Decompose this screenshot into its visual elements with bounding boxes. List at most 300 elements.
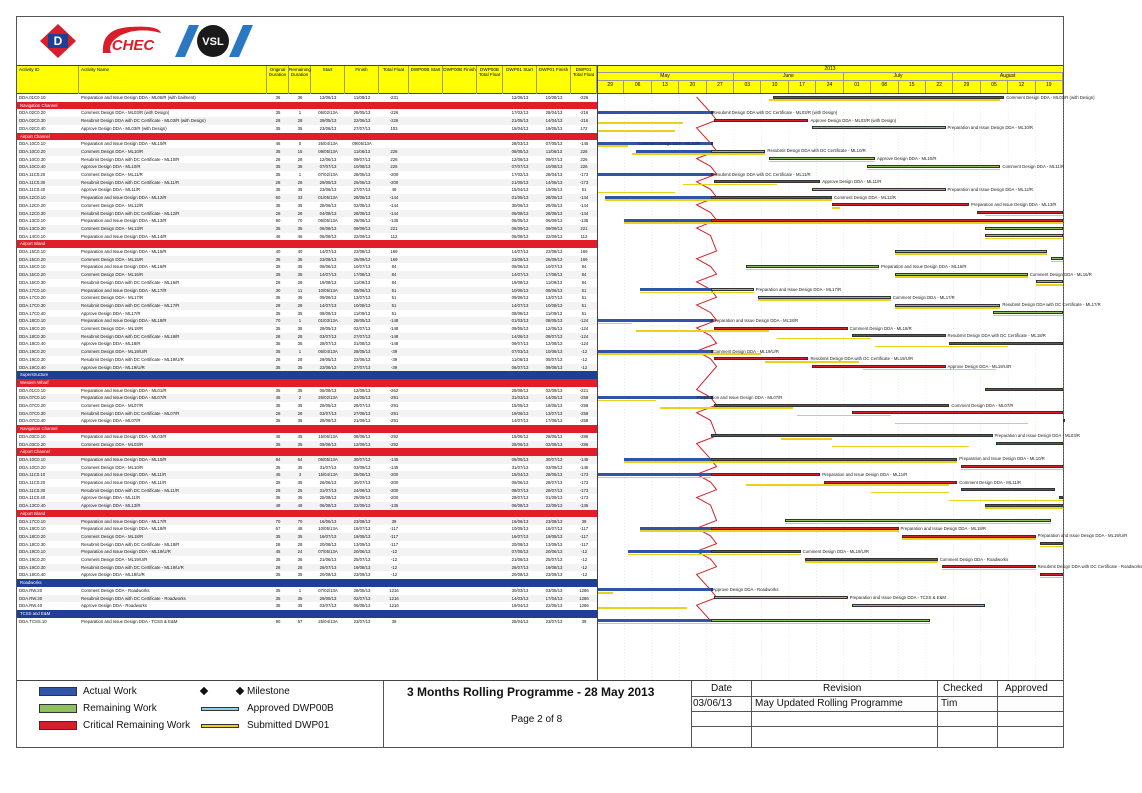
- table-row[interactable]: [17, 271, 597, 279]
- gantt-critical-bar[interactable]: [977, 211, 1063, 214]
- cell-id: DDA.16C0.10: [19, 264, 46, 270]
- gantt-critical-bar[interactable]: [852, 411, 1063, 414]
- gantt-remaining-bar[interactable]: [758, 296, 891, 299]
- cell-id: DDA.02C0.40: [19, 125, 46, 131]
- cell-s1: 10/05/13: [511, 287, 529, 293]
- cell-t0: [477, 356, 503, 364]
- cell-s1: 28/07/13: [511, 495, 529, 501]
- table-row[interactable]: [17, 140, 597, 148]
- cell-t0: [477, 117, 503, 125]
- table-row[interactable]: [17, 210, 597, 218]
- cell-rd: 57: [297, 618, 303, 624]
- cell-f0: [443, 417, 477, 425]
- gantt-actual-bar[interactable]: [597, 619, 711, 622]
- wbs-group-label: Western Wharf: [20, 379, 49, 385]
- cell-od: 45: [275, 472, 281, 478]
- cell-id: DDA.14C0.10: [19, 233, 46, 239]
- cell-f0: [443, 340, 477, 348]
- cell-od: 35: [275, 341, 281, 347]
- cell-tf: -117: [389, 526, 399, 532]
- gantt-critical-bar[interactable]: [714, 327, 847, 330]
- cell-tf: 39: [391, 518, 397, 524]
- cell-t0: [477, 456, 503, 464]
- gantt-remaining-bar[interactable]: [711, 150, 766, 153]
- cell-name: Comment Design DDA - ML11/R: [81, 172, 143, 177]
- table-row[interactable]: [17, 302, 597, 310]
- gantt-critical-bar[interactable]: [902, 535, 1035, 538]
- gantt-bar-label: Preparation and Issue Design DDA - ML13/R: [971, 202, 1057, 208]
- table-row[interactable]: [17, 502, 597, 510]
- gantt-remaining-bar[interactable]: [711, 288, 754, 291]
- cell-od: 45: [275, 549, 281, 555]
- cell-s1: 15/04/13: [511, 187, 529, 193]
- table-row[interactable]: [17, 410, 597, 418]
- gantt-critical-bar[interactable]: [852, 334, 946, 337]
- cell-od: 28: [275, 156, 281, 162]
- cell-id: DDA.15C0.10: [19, 249, 46, 254]
- cell-id: DDA.01C0.10: [19, 387, 46, 393]
- cell-s0: [409, 402, 443, 410]
- rev-revision: May Updated Rolling Programme: [755, 698, 903, 709]
- table-row[interactable]: [17, 94, 597, 102]
- gantt-remaining-bar[interactable]: [812, 126, 945, 129]
- cell-s0: [409, 117, 443, 125]
- cell-s1: 06/07/13: [511, 364, 529, 370]
- wbs-group-row: [17, 425, 597, 433]
- table-row[interactable]: [17, 417, 597, 425]
- table-row[interactable]: [17, 402, 597, 410]
- page-number: Page 2 of 8: [511, 714, 563, 725]
- cell-od: 35: [275, 110, 281, 116]
- cell-id: DDA.18C0.20: [19, 533, 46, 539]
- cell-t0: [477, 317, 503, 325]
- cell-t0: [477, 417, 503, 425]
- table-row[interactable]: [17, 317, 597, 325]
- gantt-submitted-bar: [949, 500, 1063, 502]
- gantt-remaining-bar[interactable]: [895, 273, 1028, 276]
- table-row[interactable]: [17, 387, 597, 395]
- cell-id: DDA.03C0.20: [19, 441, 46, 447]
- cell-tf: -200: [389, 472, 399, 478]
- table-row[interactable]: [17, 248, 597, 256]
- gantt-remaining-bar[interactable]: [714, 596, 847, 599]
- gantt-remaining-bar[interactable]: [1051, 257, 1063, 260]
- cell-t1: -145: [579, 464, 589, 470]
- table-row[interactable]: [17, 618, 597, 626]
- cell-tf: -200: [389, 172, 399, 177]
- cell-fi: 28/05/13: [353, 172, 371, 177]
- cell-fi: 24/05/13: [353, 395, 371, 401]
- cell-st: 26/04/13A: [318, 141, 338, 147]
- cell-t1: 39: [581, 618, 587, 624]
- gantt-actual-bar[interactable]: [597, 350, 711, 353]
- table-row[interactable]: [17, 548, 597, 556]
- cell-s1: 01/05/13: [511, 195, 529, 201]
- table-row[interactable]: [17, 194, 597, 202]
- cell-od: 35: [275, 533, 281, 539]
- cell-id: DDA.18C0.30: [19, 333, 46, 339]
- cell-id: DDA.11C0.40: [19, 495, 46, 501]
- cell-f1: 28/06/13: [545, 433, 563, 439]
- gantt-critical-bar[interactable]: [949, 342, 1063, 345]
- table-row[interactable]: [17, 494, 597, 502]
- table-row[interactable]: [17, 179, 597, 187]
- cell-st: 06/05/13A: [318, 456, 338, 462]
- cell-tf: -12: [390, 564, 398, 570]
- table-row[interactable]: [17, 256, 597, 264]
- table-row[interactable]: [17, 294, 597, 302]
- table-row[interactable]: [17, 217, 597, 225]
- cell-s0: [409, 271, 443, 279]
- gantt-critical-bar[interactable]: [711, 196, 832, 199]
- cell-fi: 19/08/13: [353, 564, 371, 570]
- cell-id: DDA.16C0.20: [19, 272, 46, 278]
- table-row[interactable]: [17, 394, 597, 402]
- gantt-remaining-bar[interactable]: [867, 165, 1000, 168]
- cell-name: Preparation and Issue Design DDA - ML10/R: [81, 456, 167, 462]
- table-row[interactable]: [17, 310, 597, 318]
- cell-name: Approve Design DDA - ML17/R: [81, 310, 141, 316]
- cell-t1: 61: [581, 187, 587, 193]
- gantt-critical-bar[interactable]: [985, 504, 1063, 507]
- gantt-critical-bar[interactable]: [711, 458, 958, 461]
- gantt-critical-bar[interactable]: [714, 180, 820, 183]
- cell-t0: [477, 433, 503, 441]
- gantt-submitted-bar: [1051, 261, 1063, 263]
- table-row[interactable]: [17, 487, 597, 495]
- cell-od: 35: [275, 495, 281, 501]
- table-row[interactable]: [17, 471, 597, 479]
- gantt-actual-bar[interactable]: [597, 473, 711, 476]
- timeline-week: 15: [899, 81, 926, 93]
- gantt-remaining-bar[interactable]: [895, 250, 1048, 253]
- timeline-month: July: [844, 73, 954, 81]
- cell-id: DDA.18C0.10: [19, 526, 46, 532]
- cell-fi: 27/07/13: [353, 364, 371, 370]
- cell-id: DDA.10C0.30: [19, 156, 46, 162]
- gantt-critical-bar[interactable]: [711, 219, 1063, 222]
- cell-st: 07/02/13A: [318, 587, 338, 593]
- table-row[interactable]: [17, 163, 597, 171]
- cell-fi: 27/07/13: [353, 187, 371, 193]
- cell-name: Comment Design DDA - ML19/U/R: [81, 349, 148, 355]
- gantt-remaining-bar[interactable]: [985, 227, 1063, 230]
- gantt-critical-bar[interactable]: [711, 550, 801, 553]
- gantt-remaining-bar[interactable]: [769, 157, 875, 160]
- gantt-remaining-bar[interactable]: [746, 265, 879, 268]
- cell-f0: [443, 287, 477, 295]
- milestone-diamond-icon-2: [236, 687, 244, 695]
- cell-t1: -144: [579, 210, 589, 216]
- gantt-remaining-bar[interactable]: [985, 234, 1063, 237]
- cell-fi: 06/08/13: [353, 603, 371, 609]
- table-row[interactable]: [17, 541, 597, 549]
- gantt-critical-bar[interactable]: [961, 465, 1063, 468]
- cell-t0: [477, 587, 503, 595]
- gantt-submitted-bar: [636, 330, 769, 332]
- table-row[interactable]: [17, 356, 597, 364]
- gantt-actual-bar[interactable]: [640, 527, 710, 530]
- cell-tf: 226: [390, 148, 398, 154]
- cell-t1: -173: [579, 472, 589, 478]
- cell-t1: -124: [579, 326, 589, 331]
- gantt-remaining-bar[interactable]: [852, 604, 985, 607]
- cell-id: DDA.07C0.30: [19, 410, 46, 416]
- gantt-critical-bar[interactable]: [1063, 419, 1065, 422]
- table-row[interactable]: [17, 441, 597, 449]
- cell-id: DDA.19C0.40: [19, 364, 46, 370]
- gantt-critical-bar[interactable]: [942, 565, 1036, 568]
- cell-rd: 1: [298, 172, 302, 177]
- gantt-bar-label: Preparation and Issue Design DDA - ML12/R: [947, 186, 1034, 192]
- cell-f0: [443, 564, 477, 572]
- cell-fi: 22/06/13: [353, 356, 371, 362]
- gantt-critical-bar[interactable]: [832, 203, 969, 206]
- table-row[interactable]: [17, 348, 597, 356]
- cell-t1: -286: [579, 433, 589, 439]
- gantt-bar-label: Preparation and Issue Design DDA - ML10/R: [959, 456, 1045, 462]
- table-row[interactable]: [17, 364, 597, 372]
- table-row[interactable]: [17, 156, 597, 164]
- gantt-remaining-bar[interactable]: [785, 519, 1051, 522]
- cell-tf: 49: [391, 187, 397, 193]
- gantt-actual-bar[interactable]: [597, 588, 711, 591]
- table-row[interactable]: [17, 263, 597, 271]
- cell-t1: -117: [579, 541, 589, 547]
- cell-tf: 112: [390, 233, 398, 239]
- table-row[interactable]: [17, 325, 597, 333]
- gantt-bar-label: Comment Design DDA - ML19/U/R: [712, 348, 779, 354]
- table-row[interactable]: [17, 433, 597, 441]
- cell-tf: -200: [389, 480, 399, 485]
- gantt-actual-bar[interactable]: [597, 173, 711, 176]
- cell-f1: 02/08/13: [545, 441, 563, 447]
- cell-s0: [409, 310, 443, 318]
- cell-rd: 35: [297, 572, 303, 578]
- cell-fi: 17/08/13: [353, 272, 371, 278]
- cell-fi: 02/07/13: [353, 595, 371, 601]
- cell-tf: -200: [389, 487, 399, 493]
- gantt-actual-bar[interactable]: [636, 150, 710, 153]
- cell-t0: [477, 263, 503, 271]
- gantt-remaining-bar[interactable]: [812, 188, 945, 191]
- cell-id: DDA.01C0.10: [19, 95, 46, 100]
- gantt-submitted-bar: [660, 407, 793, 409]
- cell-id: DDA.11C0.30: [19, 487, 46, 493]
- table-row[interactable]: [17, 479, 597, 487]
- cell-fi: 25/06/13: [353, 179, 371, 185]
- gantt-critical-bar[interactable]: [812, 365, 945, 368]
- gantt-actual-bar[interactable]: [597, 111, 711, 114]
- cell-tf: -148: [389, 318, 399, 324]
- table-row[interactable]: [17, 125, 597, 133]
- table-row[interactable]: [17, 117, 597, 125]
- gantt-critical-bar[interactable]: [711, 527, 899, 530]
- timeline-week: 05: [981, 81, 1008, 93]
- gantt-remaining-bar[interactable]: [895, 304, 1001, 307]
- cell-f1: 10/08/13: [545, 95, 563, 100]
- timeline-week: 17: [789, 81, 816, 93]
- gantt-actual-bar[interactable]: [597, 396, 711, 399]
- gantt-critical-bar[interactable]: [1059, 496, 1063, 499]
- table-row[interactable]: [17, 564, 597, 572]
- gantt-submitted-bar: [597, 623, 930, 625]
- cell-od: 35: [275, 364, 281, 370]
- gantt-bar-label: Preparation and Issue Design DDA - ML03/R: [994, 433, 1081, 439]
- cell-s1: 14/07/13: [511, 418, 529, 424]
- cell-f1: 25/07/13: [545, 557, 563, 562]
- cell-name: Preparation and Issue Design DDA - ML12/R: [81, 195, 167, 201]
- cell-st: 28/07/13: [319, 341, 337, 347]
- gantt-remaining-bar[interactable]: [711, 142, 713, 145]
- cell-f0: [443, 518, 477, 526]
- gantt-remaining-bar[interactable]: [993, 311, 1063, 314]
- cell-t0: [477, 94, 503, 102]
- cell-fi: 28/09/13: [353, 495, 371, 501]
- gantt-critical-bar[interactable]: [711, 473, 821, 476]
- cell-s1: 31/07/13: [511, 464, 529, 470]
- cell-fi: 30/07/13: [353, 456, 371, 462]
- table-row[interactable]: [17, 202, 597, 210]
- cell-od: 35: [275, 387, 281, 393]
- cell-tf: 51: [391, 287, 397, 293]
- cell-tf: 84: [391, 264, 397, 270]
- table-row[interactable]: [17, 279, 597, 287]
- cell-f1: 17/08/13: [545, 418, 563, 424]
- cell-t1: -12: [580, 557, 588, 562]
- cell-f1: 19/08/13: [545, 533, 563, 539]
- cell-tf: -117: [389, 533, 399, 539]
- gantt-submitted-bar: [597, 607, 687, 609]
- cell-t1: 84: [581, 264, 587, 270]
- table-row[interactable]: [17, 340, 597, 348]
- cell-f0: [443, 325, 477, 333]
- cell-f1: 22/09/13: [545, 503, 563, 509]
- gantt-critical-bar[interactable]: [961, 488, 1055, 491]
- table-row[interactable]: [17, 587, 597, 595]
- table-row[interactable]: [17, 556, 597, 564]
- cell-rd: 35: [297, 326, 303, 331]
- cell-f1: 23/07/13: [545, 618, 563, 624]
- cell-fi: 03/09/13: [353, 464, 371, 470]
- cell-t1: -124: [579, 318, 589, 324]
- cell-f1: 09/07/13: [545, 156, 563, 162]
- cell-fi: 28/08/13: [353, 210, 371, 216]
- cell-st: 06/08/13: [319, 387, 337, 393]
- cell-tf: [379, 140, 409, 148]
- table-row[interactable]: [17, 287, 597, 295]
- cell-tf: -12: [390, 557, 398, 562]
- cell-name: Approve Design DDA - ML07/R: [81, 418, 141, 424]
- gantt-bar-label: Resubmit Design DDA with DC Certificate - ML19/U/R: [810, 356, 914, 362]
- cell-rd: 45: [297, 433, 303, 439]
- gantt-critical-bar[interactable]: [773, 96, 1004, 99]
- table-row[interactable]: [17, 148, 597, 156]
- wbs-group-row: [17, 379, 597, 387]
- col-dwp01-start: DWP01 Start: [503, 66, 537, 94]
- cell-fi: 10/07/13: [353, 264, 371, 270]
- cell-t0: [477, 148, 503, 156]
- table-row[interactable]: [17, 109, 597, 117]
- table-row[interactable]: [17, 186, 597, 194]
- table-row[interactable]: [17, 333, 597, 341]
- cell-s1: 06/06/13: [511, 264, 529, 270]
- gantt-critical-bar[interactable]: [985, 388, 1063, 391]
- gantt-critical-bar[interactable]: [714, 119, 808, 122]
- cell-od: 90: [275, 218, 281, 224]
- cell-s0: [409, 518, 443, 526]
- cell-st: 06/06/13: [319, 264, 337, 270]
- gantt-bar-label: Preparation and Issue Design DDA - TCSS & E&M: [849, 595, 947, 600]
- table-row[interactable]: [17, 571, 597, 579]
- table-row[interactable]: [17, 233, 597, 241]
- cell-t0: [477, 287, 503, 295]
- cell-s0: [409, 325, 443, 333]
- gantt-critical-bar[interactable]: [1040, 542, 1063, 545]
- cell-st: 23/06/13: [319, 125, 337, 131]
- table-row[interactable]: [17, 533, 597, 541]
- gantt-remaining-bar[interactable]: [711, 619, 930, 622]
- cell-name: Comment Design DDA - ML10/R: [81, 148, 144, 154]
- gantt-critical-bar[interactable]: [805, 558, 938, 561]
- gantt-critical-bar[interactable]: [714, 357, 808, 360]
- cell-s0: [409, 487, 443, 495]
- wbs-group-row: [17, 579, 597, 587]
- gantt-critical-bar[interactable]: [824, 481, 957, 484]
- cell-id: DDA.RW.40: [19, 603, 43, 609]
- cell-fi: 11/09/13: [353, 310, 371, 316]
- gantt-actual-bar[interactable]: [624, 219, 710, 222]
- cell-rd: 28: [297, 410, 303, 416]
- cell-name: Preparation and Issue Design DDA - ML01/R: [81, 387, 167, 393]
- table-row[interactable]: [17, 171, 597, 179]
- table-row[interactable]: [17, 595, 597, 603]
- gantt-actual-bar[interactable]: [624, 458, 710, 461]
- gantt-critical-bar[interactable]: [1040, 573, 1063, 576]
- timeline-week: 29: [597, 81, 624, 93]
- gantt-critical-bar[interactable]: [714, 404, 949, 407]
- cell-id: DDA.10C0.20: [19, 148, 46, 154]
- table-row[interactable]: [17, 456, 597, 464]
- gantt-actual-bar[interactable]: [640, 288, 710, 291]
- cell-od: 70: [275, 318, 281, 324]
- gantt-submitted-bar: [832, 207, 840, 209]
- table-row[interactable]: [17, 525, 597, 533]
- cell-fi: 23/07/13: [353, 618, 371, 624]
- gantt-critical-bar[interactable]: [711, 434, 993, 437]
- rev-date: 03/06/13: [693, 698, 732, 709]
- cell-t0: [477, 171, 503, 179]
- cell-name: Resubmit Design DDA with DC Certificate - ML16/R: [81, 279, 180, 285]
- table-row[interactable]: [17, 518, 597, 526]
- gantt-critical-bar[interactable]: [996, 442, 1063, 445]
- cell-st: 14/07/13: [319, 272, 337, 278]
- gantt-remaining-bar[interactable]: [1036, 280, 1063, 283]
- cell-fi: 11/06/13: [353, 148, 371, 154]
- gantt-actual-bar[interactable]: [628, 550, 710, 553]
- cell-f0: [443, 263, 477, 271]
- table-row[interactable]: [17, 464, 597, 472]
- cell-rd: 48: [297, 526, 303, 532]
- gantt-actual-bar[interactable]: [605, 196, 711, 199]
- cell-s0: [409, 171, 443, 179]
- gantt-actual-bar[interactable]: [597, 319, 711, 322]
- cell-f1: 28/06/13: [545, 195, 563, 201]
- cell-fi: 28/07/13: [353, 403, 371, 408]
- cell-f1: 28/07/13: [545, 487, 563, 493]
- table-row[interactable]: [17, 225, 597, 233]
- table-row[interactable]: [17, 602, 597, 610]
